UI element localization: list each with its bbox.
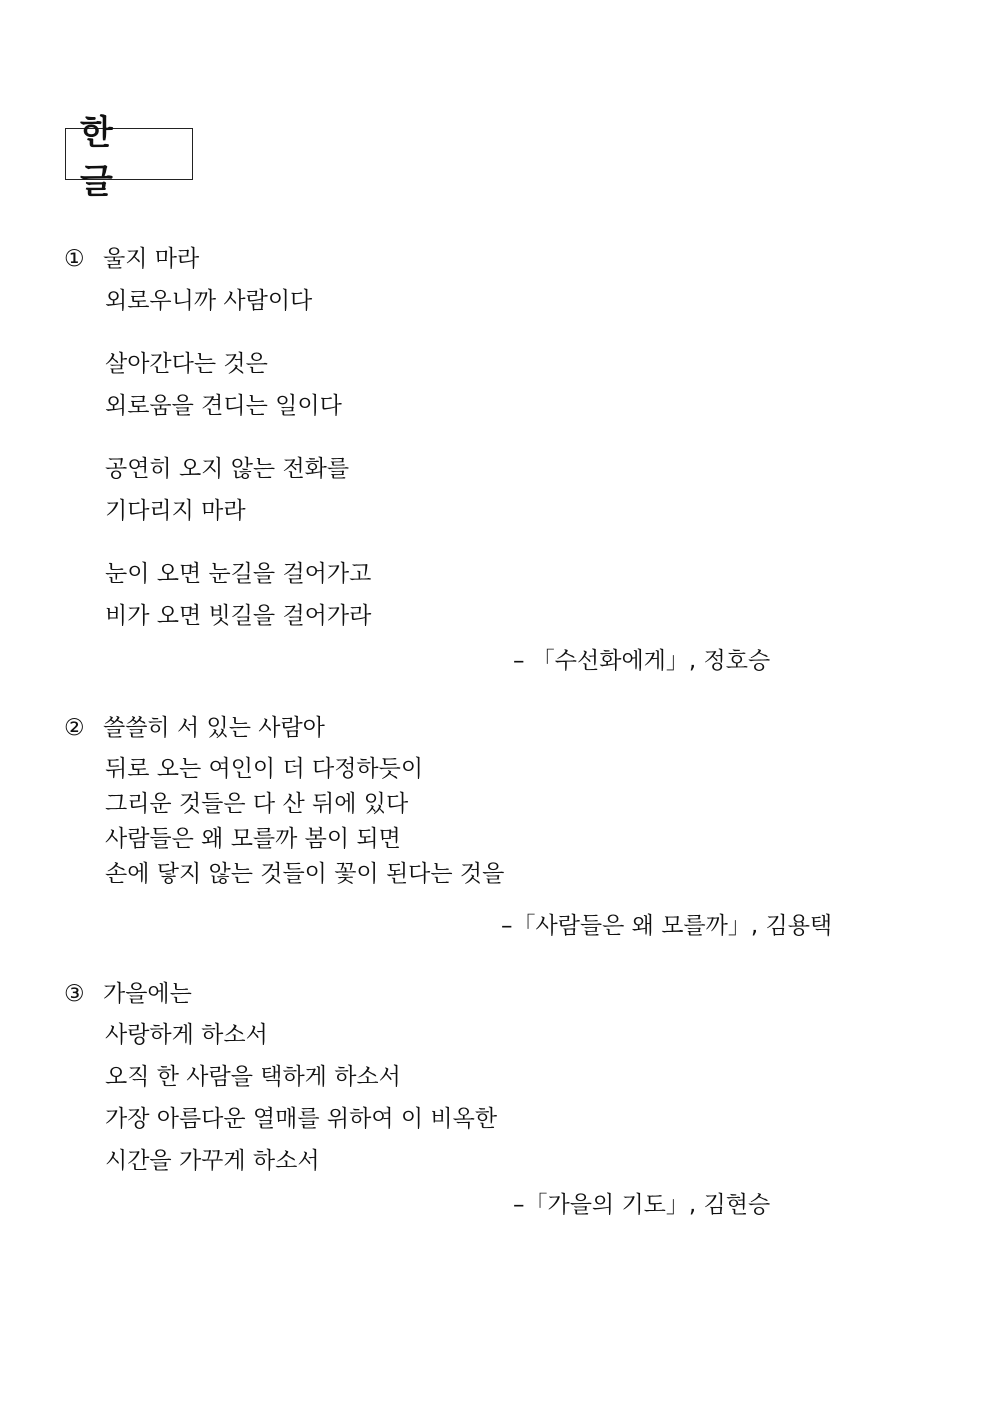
poem-line: 그리운 것들은 다 산 뒤에 있다 xyxy=(105,791,409,817)
poem-line: 사람들은 왜 모를까 봄이 되면 xyxy=(105,826,401,852)
poem-line: 오직 한 사람을 택하게 하소서 xyxy=(105,1064,401,1090)
poem-number: ③ xyxy=(64,981,85,1007)
poem-citation: – 「수선화에게」, 정호승 xyxy=(513,648,771,674)
poem-line: 쓸쓸히 서 있는 사람아 xyxy=(103,715,325,741)
poem-number: ② xyxy=(64,715,85,741)
poem-citation: –「사람들은 왜 모를까」, 김용택 xyxy=(501,913,833,939)
poem-line: 뒤로 오는 여인이 더 다정하듯이 xyxy=(105,756,424,782)
poem-line: 공연히 오지 않는 전화를 xyxy=(105,456,350,482)
poem-citation: –「가을의 기도」, 김현승 xyxy=(513,1192,771,1218)
poem-line: 시간을 가꾸게 하소서 xyxy=(105,1148,320,1174)
poem-line: 살아간다는 것은 xyxy=(105,351,268,377)
poem-line: 가을에는 xyxy=(103,981,192,1007)
poem-line: 울지 마라 xyxy=(103,246,200,272)
poem-line: 손에 닿지 않는 것들이 꽃이 된다는 것을 xyxy=(105,861,505,887)
poem-line: 가장 아름다운 열매를 위하여 이 비옥한 xyxy=(105,1106,498,1132)
poem-line: 사랑하게 하소서 xyxy=(105,1022,268,1048)
poem-line: 기다리지 마라 xyxy=(105,498,246,524)
page-title: 한 글 xyxy=(65,128,193,180)
poem-line: 외로우니까 사람이다 xyxy=(105,288,313,314)
poem-line: 비가 오면 빗길을 걸어가라 xyxy=(105,603,372,629)
poem-line: 외로움을 견디는 일이다 xyxy=(105,393,342,419)
poem-line: 눈이 오면 눈길을 걸어가고 xyxy=(105,561,372,587)
poem-number: ① xyxy=(64,246,85,272)
